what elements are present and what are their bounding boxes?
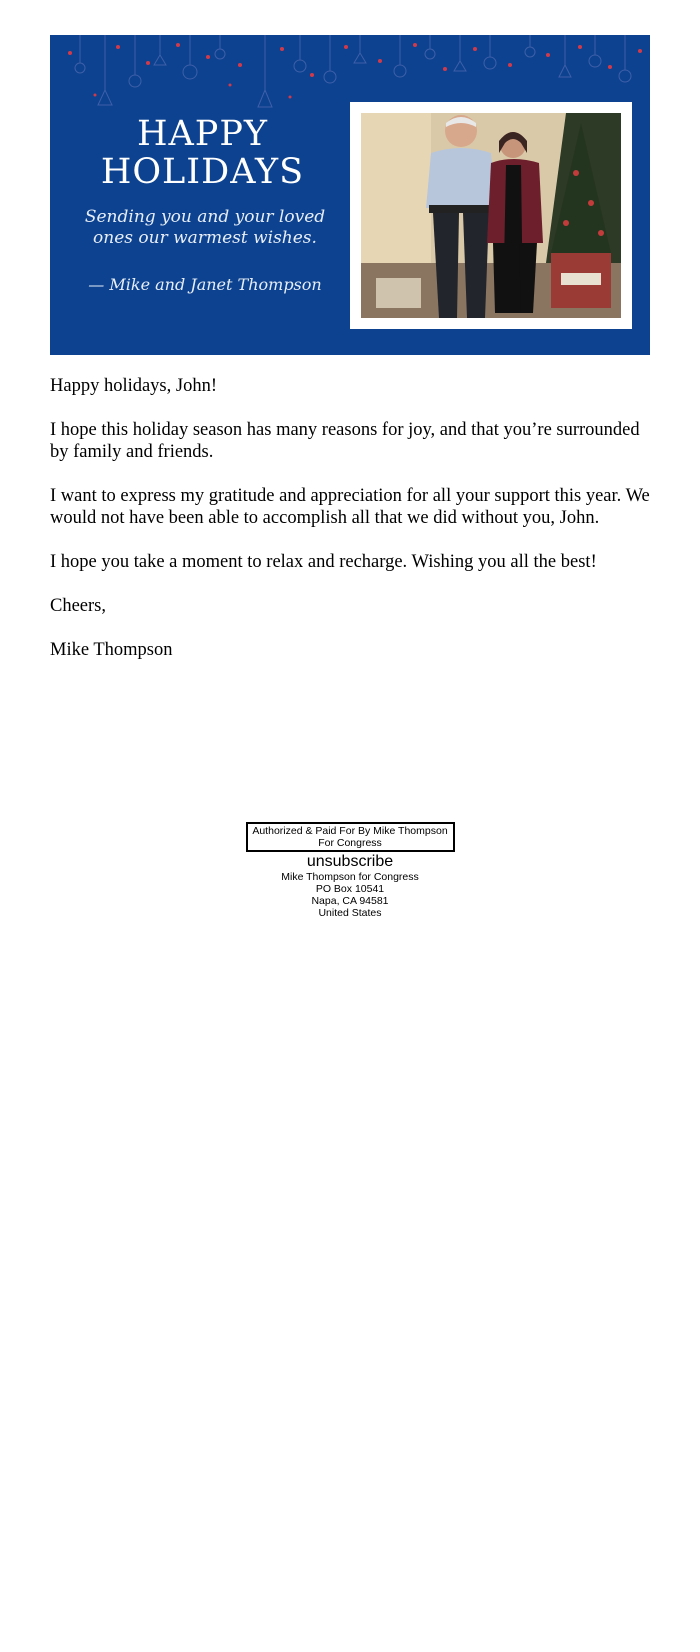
letter-body xyxy=(50,375,650,683)
headline-line: HOLIDAYS xyxy=(100,152,305,192)
family-photo-frame xyxy=(350,102,632,329)
letter-paragraph: I want to express my gratitude and appreciation for all your support this year. We would not have been able to accomplish all that we did without you, John. xyxy=(50,486,650,528)
footer-city: Napa, CA 94581 xyxy=(311,895,389,907)
holiday-banner xyxy=(50,35,650,355)
letter-greeting: Happy holidays, John! xyxy=(50,376,217,396)
email-footer xyxy=(0,822,700,919)
letter-closing: Cheers, xyxy=(50,596,106,616)
tagline-line: ones our warmest wishes. xyxy=(93,228,317,248)
letter-paragraph: I hope this holiday season has many reasons for joy, and that you’re surrounded by family and friends. xyxy=(50,420,640,462)
unsubscribe-link[interactable]: unsubscribe xyxy=(306,853,394,870)
banner-tagline xyxy=(70,207,340,249)
letter-paragraph: I hope you take a moment to relax and recharge. Wishing you all the best! xyxy=(50,552,597,572)
paid-for-disclaimer: Authorized & Paid For By Mike Thompson For Congress xyxy=(246,822,455,852)
footer-po-box: PO Box 10541 xyxy=(315,883,385,895)
footer-org: Mike Thompson for Congress xyxy=(281,871,419,883)
banner-signoff: — Mike and Janet Thompson xyxy=(88,275,322,294)
headline-line: HAPPY xyxy=(136,114,268,154)
letter-signature: Mike Thompson xyxy=(50,640,173,660)
banner-headline xyxy=(50,115,355,191)
footer-country: United States xyxy=(318,907,382,919)
family-photo xyxy=(361,113,621,318)
tagline-line: Sending you and your loved xyxy=(84,207,326,227)
